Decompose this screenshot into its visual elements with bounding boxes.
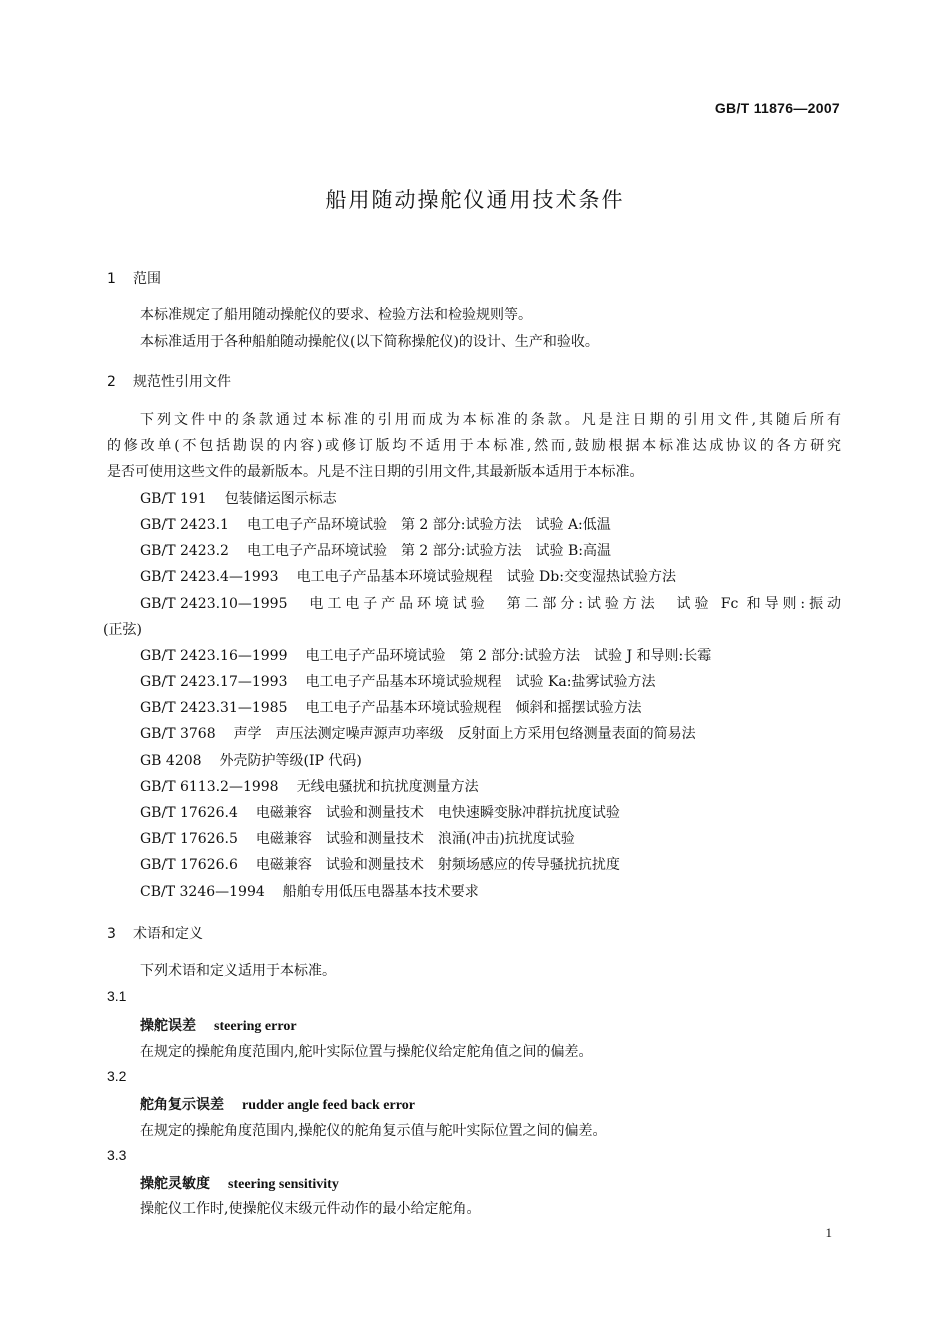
reference-title: 电工电子产品环境试验 第 2 部分:试验方法 试验 B:高温 [246, 543, 611, 559]
reference-code: GB 4208 [140, 753, 202, 769]
reference-code: GB/T 17626.4 [140, 805, 238, 821]
reference-title: 外壳防护等级(IP 代码) [219, 753, 362, 769]
reference-title: 包装储运图示标志 [224, 491, 337, 507]
reference-code: GB/T 6113.2—1998 [140, 779, 279, 795]
section-title: 术语和定义 [133, 926, 203, 942]
reference-title: 电工电子产品基本环境试验规程 倾斜和摇摆试验方法 [305, 700, 642, 716]
reference-title: 电工电子产品环境试验 第 2 部分:试验方法 试验 J 和导则:长霉 [305, 648, 712, 664]
reference-title: 电工电子产品环境试验 第二部分:试验方法 试验 Fc 和导则:振动 [305, 596, 841, 612]
reference-item [140, 566, 676, 586]
reference-title: 电磁兼容 试验和测量技术 射频场感应的传导骚扰抗扰度 [255, 857, 620, 873]
reference-title: 声学 声压法测定噪声源声功率级 反射面上方采用包络测量表面的简易法 [233, 726, 696, 742]
reference-item [140, 645, 711, 665]
section-2-intro-line-1: 下列文件中的条款通过本标准的引用而成为本标准的条款。凡是注日期的引用文件,其随后所有 [140, 412, 841, 428]
reference-item [140, 723, 696, 743]
reference-item [140, 854, 620, 874]
reference-code: GB/T 2423.4—1993 [140, 569, 279, 585]
section-number: 1 [107, 271, 116, 287]
reference-code: GB/T 3768 [140, 726, 216, 742]
section-title: 规范性引用文件 [133, 374, 231, 390]
reference-item [140, 750, 362, 770]
reference-code: GB/T 191 [140, 491, 207, 507]
document-title: 船用随动操舵仪通用技术条件 [325, 188, 625, 212]
section-3-intro: 下列术语和定义适用于本标准。 [140, 963, 336, 979]
reference-item [140, 776, 479, 796]
reference-code: GB/T 17626.5 [140, 831, 238, 847]
term-chinese: 操舵灵敏度 [140, 1176, 210, 1192]
reference-item [140, 671, 655, 691]
reference-item [140, 828, 575, 848]
reference-title: 电工电子产品基本环境试验规程 试验 Db:交变湿热试验方法 [296, 569, 676, 585]
reference-code: CB/T 3246—1994 [140, 884, 265, 900]
reference-title: 电磁兼容 试验和测量技术 电快速瞬变脉冲群抗扰度试验 [255, 805, 620, 821]
reference-code: GB/T 2423.17—1993 [140, 674, 288, 690]
section-1-paragraph-2: 本标准适用于各种船舶随动操舵仪(以下简称操舵仪)的设计、生产和验收。 [140, 334, 599, 350]
page-number: 1 [825, 1225, 832, 1240]
reference-item [140, 540, 611, 560]
reference-item [140, 514, 611, 534]
term-chinese: 舵角复示误差 [140, 1097, 224, 1113]
term-title [140, 1173, 339, 1193]
term-title [140, 1094, 415, 1114]
reference-code: GB/T 2423.1 [140, 517, 229, 533]
term-english: rudder angle feed back error [242, 1098, 415, 1113]
section-1-paragraph-1: 本标准规定了船用随动操舵仪的要求、检验方法和检验规则等。 [140, 307, 532, 323]
reference-title: 电工电子产品环境试验 第 2 部分:试验方法 试验 A:低温 [246, 517, 611, 533]
term-english: steering error [214, 1019, 297, 1034]
term-definition: 在规定的操舵角度范围内,舵叶实际位置与操舵仪给定舵角值之间的偏差。 [140, 1044, 593, 1060]
section-number: 3 [107, 926, 116, 942]
reference-item [140, 488, 337, 508]
reference-item [140, 881, 479, 901]
section-2-intro-line-3: 是否可使用这些文件的最新版本。凡是不注日期的引用文件,其最新版本适用于本标准。 [107, 464, 644, 480]
term-definition: 在规定的操舵角度范围内,操舵仪的舵角复示值与舵叶实际位置之间的偏差。 [140, 1123, 607, 1139]
reference-code: GB/T 17626.6 [140, 857, 238, 873]
section-title: 范围 [133, 271, 161, 287]
term-title [140, 1015, 297, 1035]
reference-code: GB/T 2423.2 [140, 543, 229, 559]
standard-number: GB/T 11876—2007 [714, 100, 840, 116]
reference-title: 电工电子产品基本环境试验规程 试验 Ka:盐雾试验方法 [305, 674, 656, 690]
term-number: 3.2 [107, 1068, 127, 1084]
reference-title: 无线电骚扰和抗扰度测量方法 [296, 779, 479, 795]
reference-item [140, 802, 620, 822]
reference-item [140, 593, 841, 613]
reference-code: GB/T 2423.10—1995 [140, 596, 288, 612]
section-3-heading [107, 923, 203, 943]
term-chinese: 操舵误差 [140, 1018, 196, 1034]
section-1-heading [107, 268, 161, 288]
term-number: 3.1 [107, 988, 127, 1004]
reference-code: GB/T 2423.31—1985 [140, 700, 288, 716]
reference-continuation: (正弦) [103, 622, 142, 638]
term-definition: 操舵仪工作时,使操舵仪末级元件动作的最小给定舵角。 [140, 1201, 481, 1217]
section-2-intro-line-2: 的修改单(不包括勘误的内容)或修订版均不适用于本标准,然而,鼓励根据本标准达成协议的各方研究 [107, 438, 841, 454]
section-number: 2 [107, 374, 116, 390]
term-number: 3.3 [107, 1147, 127, 1163]
reference-title: 电磁兼容 试验和测量技术 浪涌(冲击)抗扰度试验 [255, 831, 575, 847]
reference-item [140, 697, 642, 717]
section-2-heading [107, 371, 231, 391]
reference-title: 船舶专用低压电器基本技术要求 [282, 884, 479, 900]
term-english: steering sensitivity [228, 1177, 339, 1192]
reference-code: GB/T 2423.16—1999 [140, 648, 288, 664]
